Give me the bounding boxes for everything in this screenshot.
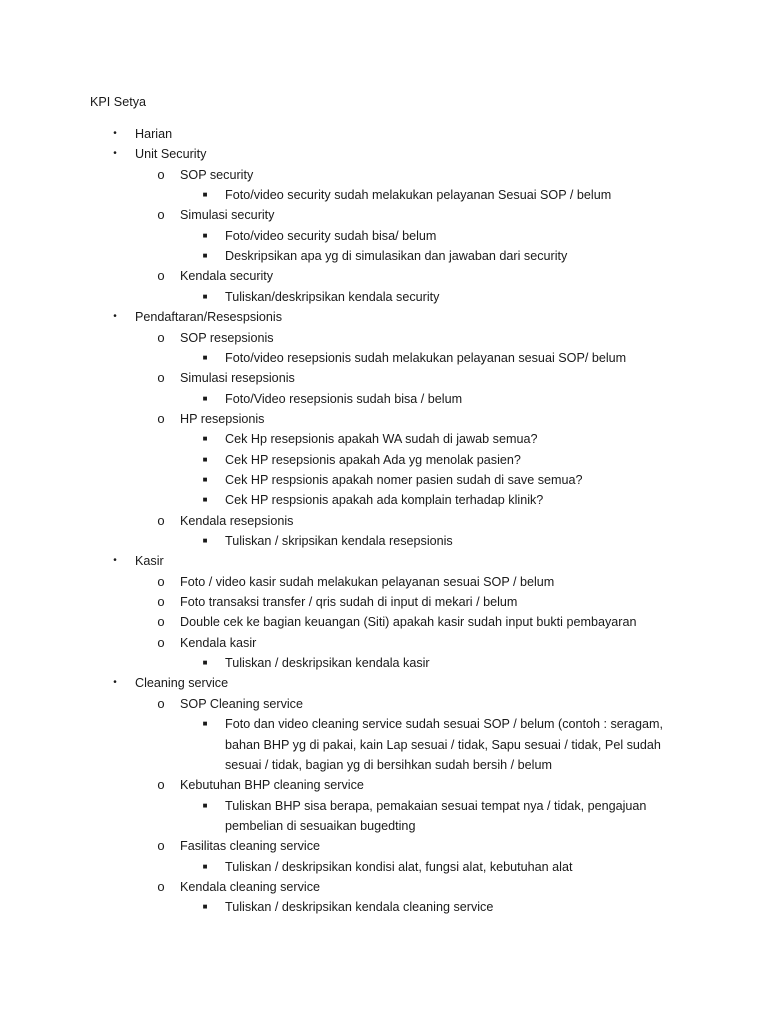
level-2-bullet: o [157, 410, 165, 426]
level-3-bullet: ■ [202, 902, 208, 912]
list-item-level-3: Deskripsikan apa yg di simulasikan dan jawaban dari security [225, 249, 568, 264]
level-3-bullet: ■ [202, 352, 208, 362]
list-item-level-2: Fasilitas cleaning service [180, 839, 320, 854]
list-item-level-3: Foto dan video cleaning service sudah sesuai SOP / belum (contoh : seragam, [225, 717, 663, 732]
list-item-level-2: SOP Cleaning service [180, 696, 303, 711]
level-3-bullet: ■ [202, 800, 208, 810]
level-2-bullet: o [157, 838, 165, 854]
list-item-level-2: Kendala resepsionis [180, 513, 294, 528]
level-3-bullet: ■ [202, 658, 208, 668]
level-2-bullet: o [157, 695, 165, 711]
list-item-level-1: Pendaftaran/Resespsionis [135, 310, 283, 325]
list-item-level-2: Double cek ke bagian keuangan (Siti) apakah kasir sudah input bukti pembayaran [180, 615, 637, 630]
list-item-level-3: Foto/video security sudah bisa/ belum [225, 228, 437, 243]
level-2-bullet: o [157, 329, 165, 345]
list-item-level-2: Simulasi resepsionis [180, 371, 295, 386]
level-3-bullet: ■ [202, 230, 208, 240]
list-item-level-3: Tuliskan/deskripsikan kendala security [225, 289, 440, 304]
level-3-bullet: ■ [202, 474, 208, 484]
list-item-level-3: Cek HP resepsionis apakah Ada yg menolak pasien? [225, 452, 521, 467]
level-1-bullet: • [113, 677, 117, 689]
level-2-bullet: o [157, 512, 165, 528]
list-item-level-3: Tuliskan / skripsikan kendala resepsionis [225, 534, 453, 548]
level-3-bullet: ■ [202, 190, 208, 200]
level-2-bullet: o [157, 268, 165, 284]
list-item-continuation: pembelian di sesuaikan bugedting [225, 818, 416, 833]
level-2-bullet: o [157, 573, 165, 589]
list-item-level-2: SOP resepsionis [180, 330, 274, 345]
list-item-level-2: Kendala kasir [180, 635, 257, 650]
list-item-level-2: Kendala security [180, 269, 274, 284]
list-item-level-3: Foto/Video resepsionis sudah bisa / belum [225, 391, 463, 406]
level-2-bullet: o [157, 634, 165, 650]
document-title: KPI Setya [90, 95, 147, 109]
list-item-level-3: Tuliskan / deskripsikan kondisi alat, fungsi alat, kebutuhan alat [225, 859, 573, 874]
list-item-level-2: Foto / video kasir sudah melakukan pelayanan sesuai SOP / belum [180, 574, 555, 589]
level-1-bullet: • [113, 148, 117, 160]
list-item-level-2: Foto transaksi transfer / qris sudah di input di mekari / belum [180, 595, 518, 610]
list-item-level-2: Kendala cleaning service [180, 879, 321, 894]
list-item-continuation: bahan BHP yg di pakai, kain Lap sesuai / tidak, Sapu sesuai / tidak, Pel sudah [225, 737, 661, 752]
list-item-level-1: Kasir [135, 554, 164, 569]
level-3-bullet: ■ [202, 291, 208, 301]
level-3-bullet: ■ [202, 861, 208, 871]
list-item-level-3: Tuliskan BHP sisa berapa, pemakaian sesuai tempat nya / tidak, pengajuan [225, 798, 647, 813]
level-1-bullet: • [113, 311, 117, 323]
list-item-level-3: Tuliskan / deskripsikan kendala cleaning service [225, 900, 494, 915]
list-item-level-2: Kebutuhan BHP cleaning service [180, 778, 364, 793]
level-3-bullet: ■ [202, 393, 208, 403]
level-3-bullet: ■ [202, 434, 208, 444]
level-2-bullet: o [157, 777, 165, 793]
list-item-level-3: Cek Hp resepsionis apakah WA sudah di jawab semua? [225, 432, 538, 447]
level-3-bullet: ■ [202, 251, 208, 261]
list-item-level-3: Cek HP respsionis apakah nomer pasien sudah di save semua? [225, 472, 583, 487]
level-3-bullet: ■ [202, 719, 208, 729]
level-2-bullet: o [157, 614, 165, 630]
level-2-bullet: o [157, 370, 165, 386]
level-3-bullet: ■ [202, 454, 208, 464]
list-item-level-1: Harian [135, 127, 173, 141]
level-2-bullet: o [157, 166, 165, 182]
list-item-level-1: Unit Security [135, 147, 207, 162]
list-item-level-2: Simulasi security [180, 208, 275, 223]
level-3-bullet: ■ [202, 536, 208, 545]
level-3-bullet: ■ [202, 495, 208, 505]
level-1-bullet: • [113, 128, 117, 139]
list-item-level-2: HP resepsionis [180, 411, 265, 426]
list-item-level-3: Cek HP respsionis apakah ada komplain terhadap klinik? [225, 493, 544, 508]
list-item-level-3: Tuliskan / deskripsikan kendala kasir [225, 656, 430, 671]
level-2-bullet: o [157, 207, 165, 223]
list-item-level-3: Foto/video resepsionis sudah melakukan pelayanan sesuai SOP/ belum [225, 350, 627, 365]
list-item-level-3: Foto/video security sudah melakukan pelayanan Sesuai SOP / belum [225, 188, 612, 203]
list-item-level-1: Cleaning service [135, 676, 229, 691]
list-item-continuation: sesuai / tidak, bagian yg di bersihkan sudah bersih / belum [225, 757, 552, 772]
list-item-level-2: SOP security [180, 167, 254, 182]
level-1-bullet: • [113, 555, 117, 567]
level-2-bullet: o [157, 594, 165, 610]
level-2-bullet: o [157, 878, 165, 894]
